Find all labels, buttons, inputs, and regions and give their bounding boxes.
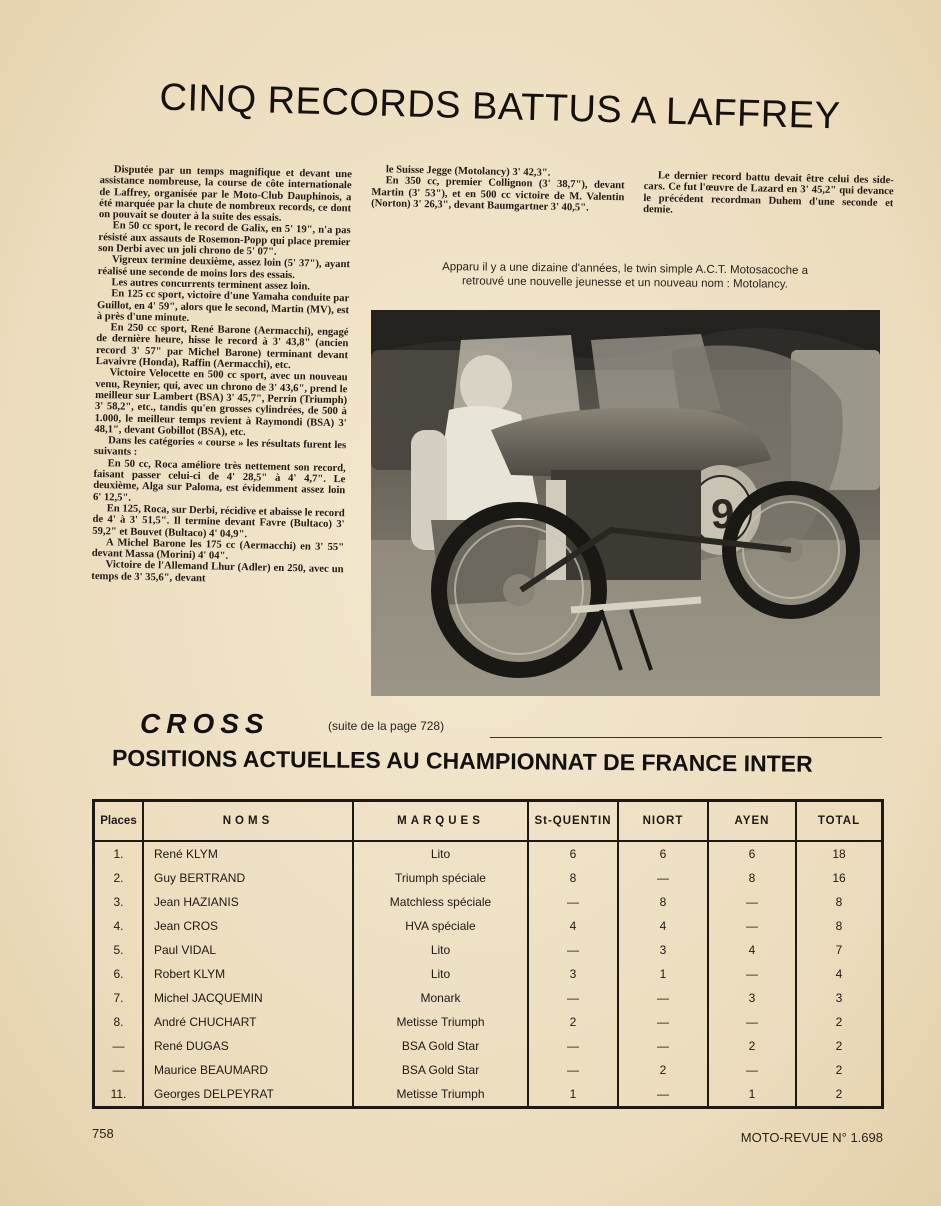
- article-paragraph: Victoire Velocette en 500 cc sport, avec un nouveau venu, Reynier, qui, avec un chrono de 3' 43,6", prend le meilleur sur Lambert (BSA) 3' 45,7", Perrin (Triumph) 3' 58,2", etc., tandis qu'en grosses cylindrées, de 500 à 1.000, le meilleur temps revient à Raymondi (BSA) 3' 48,1", devant Gobillot (BSA), etc.: [94, 367, 348, 438]
- cell-niort: 3: [618, 938, 708, 962]
- cell-ayen: —: [708, 1010, 796, 1034]
- cell-place: 2.: [113, 871, 124, 886]
- article-paragraph: En 50 cc, Roca améliore très nettement son record, faisant passer celui-ci de 4' 28,5" à 4' 4,7". Le deuxième, Alga sur Paloma, est évidemment assez loin 6' 12,5".: [92, 457, 346, 504]
- page-number: 758: [92, 1126, 114, 1141]
- cell-marque: Matchless spéciale: [353, 890, 528, 914]
- photo-caption: Apparu il y a une dizaine d'années, le twin simple A.C.T. Motosacoche a retrouvé une nouvelle jeunesse et un nouveau nom : Motolancy.: [442, 261, 809, 291]
- cell-name: Paul VIDAL: [143, 938, 353, 962]
- article-paragraph: Victoire de l'Allemand Lhur (Adler) en 250, avec un temps de 3' 35,6", devant: [91, 559, 344, 584]
- cell-place: 8.: [113, 1014, 124, 1029]
- cell-st-quentin: —: [528, 1058, 618, 1082]
- article-paragraph: En 125 cc sport, victoire d'une Yamaha conduite par Guillot, en 4' 59", alors que le second, Martin (MV), est à près d'une minute.: [96, 288, 350, 324]
- cell-ayen: 1: [708, 1082, 796, 1106]
- article-paragraph: En 250 cc sport, René Barone (Aermacchi), engagé de dernière heure, hisse le record à 3' 43,8" (ancien record 3' 57" par Michel Barone) terminant devant Lavaivre (Honda), Raffin (Aermacchi), etc.: [95, 322, 349, 372]
- article-paragraph: Dans les catégories « course » les résultats furent les suivants :: [93, 435, 347, 459]
- race-number-plate: 9: [711, 490, 735, 537]
- cell-st-quentin: 4: [528, 914, 618, 938]
- table-row: [95, 866, 881, 890]
- table-row: [95, 914, 881, 938]
- cell-niort: —: [618, 1034, 708, 1058]
- cell-total: 8: [796, 890, 881, 914]
- cell-ayen: 3: [708, 986, 796, 1010]
- cell-niort: 8: [618, 890, 708, 914]
- cell-place: 1.: [113, 847, 124, 862]
- standings-table: [92, 799, 884, 1109]
- motorcycle-photo: [371, 310, 880, 696]
- article-paragraph: Disputée par un temps magnifique et devant une assistance nombreuse, la course de côte internationale de Laffrey, organisée par le Moto-Club Dauphinois, a été marquée par la chute de nombreux records, ce dont on pouvait se douter à la suite des essais.: [98, 164, 352, 224]
- cell-marque: Metisse Triumph: [353, 1082, 528, 1106]
- article-column-2: [371, 164, 625, 214]
- cell-st-quentin: —: [528, 938, 618, 962]
- cell-name: René DUGAS: [143, 1034, 353, 1058]
- header-noms: NOMS: [143, 802, 353, 841]
- cell-total: 2: [796, 1034, 881, 1058]
- cell-niort: 1: [618, 962, 708, 986]
- cell-marque: BSA Gold Star: [353, 1034, 528, 1058]
- article-paragraph: En 125, Roca, sur Derbi, récidive et abaisse le record de 4' à 3' 51,5". Il termine devant Favre (Bultaco) 3' 59,2" et Bouvet (Bultaco) 4' 04,9".: [92, 503, 345, 540]
- article-column-3: [643, 170, 894, 220]
- cell-st-quentin: 2: [528, 1010, 618, 1034]
- cell-ayen: 2: [708, 1034, 796, 1058]
- cell-name: René KLYM: [143, 841, 353, 866]
- cross-divider: [490, 737, 882, 738]
- cell-ayen: 4: [708, 938, 796, 962]
- cell-ayen: —: [708, 914, 796, 938]
- table-row: [95, 962, 881, 986]
- cell-ayen: —: [708, 1058, 796, 1082]
- cell-name: Georges DELPEYRAT: [143, 1082, 353, 1106]
- table-row: [95, 1058, 881, 1082]
- cell-ayen: —: [708, 962, 796, 986]
- article-paragraph: le Suisse Jegge (Motolancy) 3' 42,3".: [385, 164, 551, 179]
- cell-place: 6.: [113, 966, 124, 981]
- article-column-1: [91, 164, 352, 587]
- table-row: [95, 1034, 881, 1058]
- header-ayen: AYEN: [708, 802, 796, 841]
- table-row: [95, 890, 881, 914]
- standings-title: POSITIONS ACTUELLES AU CHAMPIONNAT DE FRANCE INTER: [111, 744, 813, 777]
- cell-st-quentin: 1: [528, 1082, 618, 1106]
- cell-name: Maurice BEAUMARD: [143, 1058, 353, 1082]
- table-row: [95, 841, 881, 866]
- cell-place: 7.: [113, 990, 124, 1005]
- cell-name: Jean CROS: [143, 914, 353, 938]
- article-paragraph: En 350 cc, premier Collignon (3' 38,7"), devant Martin (3' 53"), et en 500 cc victoire de M. Valentin (Norton) 3' 26,3", devant Baumgartner 3' 40,5".: [371, 175, 625, 214]
- cell-total: 2: [796, 1010, 881, 1034]
- cell-place: —: [112, 1062, 125, 1077]
- cell-total: 16: [796, 866, 881, 890]
- cell-st-quentin: —: [528, 986, 618, 1010]
- cell-marque: HVA spéciale: [353, 914, 528, 938]
- table-row: [95, 1082, 881, 1106]
- cell-total: 7: [796, 938, 881, 962]
- cell-total: 2: [796, 1058, 881, 1082]
- cell-total: 2: [796, 1082, 881, 1106]
- cell-marque: Triumph spéciale: [353, 866, 528, 890]
- cell-name: Michel JACQUEMIN: [143, 986, 353, 1010]
- cell-st-quentin: 6: [528, 841, 618, 866]
- cell-place: 4.: [113, 918, 124, 933]
- cell-st-quentin: —: [528, 1034, 618, 1058]
- header-st-quentin: St-QUENTIN: [528, 802, 618, 841]
- article-paragraph: Le dernier record battu devait être celui des side-cars. Ce fut l'œuvre de Lazard en 3' 45,2" qui devance le précédent recordman Duhem d'une seconde et demie.: [643, 170, 894, 216]
- cell-total: 3: [796, 986, 881, 1010]
- cell-total: 18: [796, 841, 881, 866]
- standings-header-row: [95, 802, 881, 841]
- cell-marque: BSA Gold Star: [353, 1058, 528, 1082]
- motorcycle-photo-illustration: [371, 310, 880, 696]
- cell-niort: —: [618, 1010, 708, 1034]
- cell-name: Guy BERTRAND: [143, 866, 353, 890]
- cross-section-title: CROSS: [140, 708, 270, 739]
- header-places: Places: [95, 802, 143, 841]
- cell-ayen: 6: [708, 841, 796, 866]
- cell-st-quentin: 3: [528, 962, 618, 986]
- cell-name: André CHUCHART: [143, 1010, 353, 1034]
- header-total: TOTAL: [796, 802, 881, 841]
- cell-marque: Lito: [353, 841, 528, 866]
- cell-niort: —: [618, 866, 708, 890]
- cell-niort: 2: [618, 1058, 708, 1082]
- cell-niort: —: [618, 986, 708, 1010]
- article-paragraph: En 50 cc sport, le record de Galix, en 5' 19", n'a pas résisté aux assauts de Rosemon-Popp qui place premier son Derbi avec un joli chrono de 5' 07".: [98, 220, 351, 258]
- cell-niort: 6: [618, 841, 708, 866]
- cell-place: 11.: [110, 1086, 127, 1101]
- header-marques: MARQUES: [353, 802, 528, 841]
- cell-marque: Lito: [353, 938, 528, 962]
- magazine-issue: MOTO-REVUE N° 1.698: [740, 1130, 883, 1145]
- table-row: [95, 986, 881, 1010]
- cell-marque: Lito: [353, 962, 528, 986]
- cell-niort: 4: [618, 914, 708, 938]
- cell-total: 4: [796, 962, 881, 986]
- table-row: [95, 938, 881, 962]
- header-niort: NIORT: [618, 802, 708, 841]
- cell-place: 5.: [113, 942, 124, 957]
- article-paragraph: A Michel Barone les 175 cc (Aermacchi) en 3' 55" devant Massa (Morini) 4' 04".: [91, 537, 345, 562]
- article-paragraph: Les autres concurrents terminent assez loin.: [111, 277, 311, 293]
- table-row: [95, 1010, 881, 1034]
- cross-section-subtitle: (suite de la page 728): [328, 719, 445, 733]
- cell-niort: —: [618, 1082, 708, 1106]
- cell-place: —: [112, 1038, 125, 1053]
- cell-place: 3.: [113, 895, 124, 909]
- cell-ayen: —: [708, 890, 796, 914]
- cell-name: Jean HAZIANIS: [143, 890, 353, 914]
- cell-marque: Monark: [353, 986, 528, 1010]
- cell-ayen: 8: [708, 866, 796, 890]
- article-paragraph: Vigreux termine deuxième, assez loin (5' 37"), ayant réalisé une seconde de moins lors des essais.: [97, 254, 351, 281]
- cell-st-quentin: 8: [528, 866, 618, 890]
- cell-st-quentin: —: [528, 890, 618, 914]
- cell-marque: Metisse Triumph: [353, 1010, 528, 1034]
- article-headline: CINQ RECORDS BATTUS A LAFFREY: [159, 76, 841, 138]
- cell-name: Robert KLYM: [143, 962, 353, 986]
- cell-total: 8: [796, 914, 881, 938]
